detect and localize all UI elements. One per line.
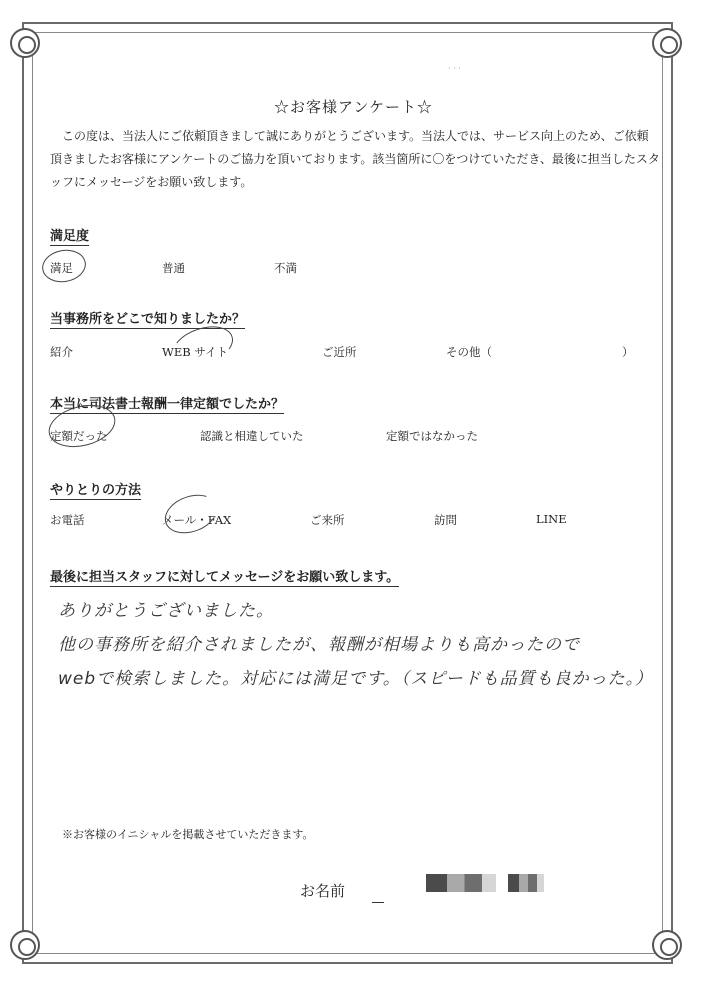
- section-heading-satisfaction: 満足度: [50, 225, 89, 246]
- option-other-close: ）: [622, 345, 634, 359]
- option-other[interactable]: その他（: [446, 345, 492, 359]
- redacted-name-mosaic: [426, 874, 496, 892]
- handwritten-message-line: ありがとうございました。: [58, 601, 274, 621]
- handwritten-message-line: webで検索しました。対応には満足です。（スピードも品質も良かった。）: [58, 669, 654, 689]
- handwritten-message-line: 他の事務所を紹介されましたが、報酬が相場よりも高かったので: [58, 635, 580, 655]
- corner-ornament-icon: [10, 930, 40, 960]
- option-not-fixed[interactable]: 定額ではなかった: [386, 429, 478, 443]
- option-line[interactable]: LINE: [536, 512, 567, 526]
- option-satisfied[interactable]: 満足: [50, 261, 73, 275]
- option-unsatisfied[interactable]: 不満: [274, 261, 297, 275]
- section-heading-referral: 当事務所をどこで知りましたか？: [50, 308, 245, 329]
- section-heading-contact-method: やりとりの方法: [50, 479, 141, 500]
- redacted-name-mosaic: [508, 874, 544, 892]
- name-label: お名前: [300, 882, 346, 900]
- corner-ornament-icon: [652, 28, 682, 58]
- option-neighborhood[interactable]: ご近所: [322, 345, 357, 359]
- section-heading-message: 最後に担当スタッフに対してメッセージをお願い致します。: [50, 566, 399, 587]
- option-fixed-fee-yes[interactable]: 定額だった: [50, 429, 108, 443]
- section-heading-fixed-fee: 本当に司法書士報酬一律定額でしたか？: [50, 393, 284, 414]
- corner-ornament-icon: [10, 28, 40, 58]
- option-website[interactable]: WEB サイト: [162, 345, 229, 359]
- option-average[interactable]: 普通: [162, 261, 185, 275]
- initials-note: ※お客様のイニシャルを掲載させていただきます。: [62, 828, 314, 841]
- speck-mark: · · ·: [448, 64, 461, 73]
- intro-text: この度は、当法人にご依頼頂きまして誠にありがとうございます。当法人では、サービス向上のため、ご依頼頂きましたお客様にアンケートのご協力を頂いております。該当箇所に〇をつけていただき、最後に担当したスタッフにメッセージをお願い致します。: [50, 129, 660, 189]
- option-introduction[interactable]: 紹介: [50, 345, 73, 359]
- option-home-visit[interactable]: 訪問: [434, 513, 457, 527]
- option-visit-office[interactable]: ご来所: [310, 513, 345, 527]
- option-phone[interactable]: お電話: [50, 513, 85, 527]
- name-underline: [372, 902, 384, 903]
- option-mail-fax[interactable]: メール・FAX: [162, 513, 232, 527]
- page-title: ☆お客様アンケート☆: [273, 98, 434, 116]
- corner-ornament-icon: [652, 930, 682, 960]
- option-different[interactable]: 認識と相違していた: [200, 429, 304, 443]
